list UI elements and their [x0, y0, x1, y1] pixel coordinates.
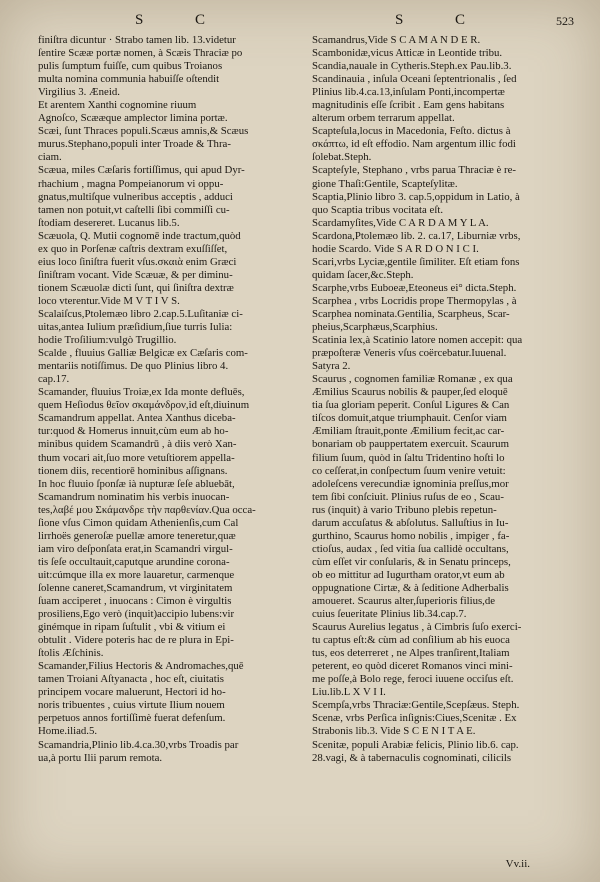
text-line: alterum orbem terrarum appellat.: [312, 112, 455, 125]
text-line: Strabonis lib.3. Vide S C E N I T A E.: [312, 725, 476, 738]
text-line: peterent, eo quòd diceret Romanos vinci mini-: [312, 660, 513, 673]
text-line: ctioſus, audax , ſed vitia ſua callidè occultans,: [312, 542, 509, 555]
text-line: Agnoſco, Scææque amplector limina portæ.: [38, 112, 228, 125]
left-column: [38, 34, 294, 854]
text-line: lirrhoës generoſæ puellæ amore teneretur,quæ: [38, 529, 236, 542]
text-line: Scari,vrbs Lyciæ,gentile ſimiliter. Eſt etiam fons: [312, 255, 520, 268]
text-line: Scandinauia , inſula Oceani ſeptentrionalis , ſed: [312, 73, 517, 86]
text-line: Scempſa,vrbs Thraciæ:Gentile,Scepſæus. Steph.: [312, 699, 520, 712]
text-line: quidam ſacer,&c.Steph.: [312, 268, 414, 281]
text-line: σκάπτω, id eſt effodio. Nam argentum illic fodi: [312, 138, 516, 151]
text-line: murus.Stephano,populi inter Troade & Thra-: [38, 138, 231, 151]
text-line: Home.iliad.5.: [38, 725, 98, 738]
header-right-letter-1: S: [395, 12, 406, 28]
text-line: pulis ſumptum fuiſſe, cum quibus Troianos: [38, 60, 223, 73]
text-line: Scarphe,vrbs Euboeæ,Eteoneus ei° dicta.Steph.: [312, 281, 517, 294]
text-line: gurthino, Scaurus homo nobilis , impiger , fa-: [312, 529, 510, 542]
text-line: Scamander,Filius Hectoris & Andromaches,quē: [38, 660, 244, 673]
header-left-letter-1: S: [135, 12, 146, 28]
text-line: Scapteſyle, Stephano , vrbs parua Thraciæ è re-: [312, 164, 516, 177]
text-line: tamen non potuit,vt caſtelli ſibi commiſſi cu-: [38, 203, 230, 216]
text-line: In hoc fluuio ſponſæ ià nupturæ ſeſe abluebāt,: [38, 477, 235, 490]
text-line: ua,à portu Ilii parum remota.: [38, 751, 163, 764]
text-line: Et arentem Xanthi cognomine riuum: [38, 99, 197, 112]
text-line: Scardamyſites,Vide C A R D A M Y L A.: [312, 216, 489, 229]
page-footer: [0, 858, 600, 874]
text-line: Scamandrum appellat. Antea Xanthus diceba-: [38, 412, 236, 425]
text-line: Scardona,Ptolemæo lib. 2. ca.17, Liburniæ vrbs,: [312, 229, 521, 242]
text-line: 28.vagi, & à tabernaculis cognominati, cilicils: [312, 751, 512, 764]
text-line: Scamander, fluuius Troiæ,ex Ida monte defluēs,: [38, 386, 245, 399]
text-line: filium ſuum, quòd in ſaltu Tridentino hoſti lo: [312, 451, 505, 464]
text-line: quo Scaptia tribus vocitata eſt.: [312, 203, 444, 216]
text-line: tamen Troiani Aſtyanacta , hoc eſt, ciuitatis: [38, 673, 224, 686]
text-line: ſiniſtram vocant. Vide Scæuæ, & per diminu-: [38, 268, 233, 281]
text-line: Scandia,nauale in Cytheris.Steph.ex Pau.lib.3.: [312, 60, 512, 73]
text-line: noris tribuentes , cuius virtute Ilium nouem: [38, 699, 225, 712]
text-line: co ceſſerat,in conſpectum ſuum venire vetuit:: [312, 464, 506, 477]
text-line: tionem diis, recentiorē hominibus aſſignans.: [38, 464, 228, 477]
text-line: loco vterentur.Vide M V T I V S.: [38, 294, 180, 307]
text-line: rhachium , magna Pompeianorum vi oppu-: [38, 177, 224, 190]
text-line: Scatinia lex,à Scatinio latore nomen accepit: qua: [312, 334, 523, 347]
text-line: adoleſcens verecundiæ ignominia preſſus,mor: [312, 477, 509, 490]
text-line: Scamandria,Plinio lib.4.ca.30,vrbs Troadis par: [38, 738, 239, 751]
text-line: Scarphea nominata.Gentilia, Scarpheus, Scar-: [312, 307, 510, 320]
text-line: pheius,Scarphæus,Scarphius.: [312, 321, 438, 334]
text-line: magnitudinis eſſe ſcribit . Eam gens habitans: [312, 99, 505, 112]
text-line: finiſtra dicuntur · Strabo tamen lib. 13.videtur: [38, 34, 236, 46]
text-line: multa nomina communia habuiſſe oſtendit: [38, 73, 220, 86]
text-line: quem Heſiodus θεῖον σκαμάνδρον,id eſt,diuinum: [38, 399, 250, 412]
text-line: tis ſeſe occultauit,caputque arundine corona-: [38, 555, 230, 568]
text-line: tia ſua gloriam peperit. Conſul Ligures & Can: [312, 399, 510, 412]
text-line: iam viro deſponſata erat,in Scamandri virgul-: [38, 542, 233, 555]
text-line: ciam.: [38, 151, 62, 164]
text-line: hodie Troſilium:vulgò Trugillio.: [38, 334, 177, 347]
text-line: tiſcos domuit,atque triumphauit. Cenſor viam: [312, 412, 507, 425]
text-line: cap.17.: [38, 373, 70, 386]
text-line: Scalaiſcus,Ptolemæo libro 2.cap.5.Luſitaniæ ci-: [38, 307, 243, 320]
text-line: darum accuſatus & abſolutus. Salluſtius in Iu-: [312, 516, 509, 529]
text-line: bonariam ob pauppertatem exercuit. Scaurum: [312, 438, 509, 451]
text-line: tur:quod & Homerus innuit,cùm eum ab ho-: [38, 425, 229, 438]
text-line: Scapteſula,locus in Macedonia, Feſto. dictus à: [312, 125, 511, 138]
text-line: Æmilius Scaurus nobilis & pauper,ſed eloquē: [312, 386, 508, 399]
right-column: [312, 34, 568, 854]
header-right-letter-2: C: [455, 12, 468, 28]
text-line: Scambonidæ,vicus Atticæ in Leontide tribu.: [312, 47, 503, 60]
text-line: Liu.lib.L X V I I.: [312, 686, 386, 699]
text-line: Virgilius 3. Æneid.: [38, 86, 120, 99]
text-line: Scaurus Aurelius legatus , à Cimbris ſuſo exerci-: [312, 621, 522, 634]
text-line: cuius ſeueritate Plinius lib.34.cap.7.: [312, 608, 467, 621]
text-line: Plinius lib.4.ca.13,inſulam Ponti,incompertæ: [312, 86, 505, 99]
text-line: minibus quidem Scamandrū , à diis verò Xan-: [38, 438, 237, 451]
text-line: Scalde , fluuius Galliæ Belgicæ ex Cæſaris com-: [38, 347, 248, 360]
text-line: uitas,antea Iulium præſidium,ſiue turris Iulia:: [38, 321, 233, 334]
text-line: Scæi, ſunt Thraces populi.Scæus amnis,& Scæus: [38, 125, 249, 138]
text-line: tus, eos deterreret , ne Alpes tranſirent,Italiam: [312, 647, 510, 660]
running-header: [0, 12, 600, 34]
text-line: principem vocare maluerunt, Hectori id ho-: [38, 686, 226, 699]
text-line: me poſſe,à Bolo rege, feroci iuuene occiſus eſt.: [312, 673, 514, 686]
text-line: præpoſteræ Veneris vſus coërcebatur.Iuuenal.: [312, 347, 507, 360]
text-line: ſolenne caneret,Scamandrum, vt virginitatem: [38, 581, 233, 594]
text-line: Scamandrum nominatim his verbis inuocan-: [38, 490, 230, 503]
text-line: Scarphea , vrbs Locridis prope Thermopylas , à: [312, 294, 517, 307]
page-number: 523: [556, 14, 574, 28]
text-line: ex quo in Porſenæ caſtris dextram exuſſiſſet,: [38, 242, 228, 255]
text-line: Scaurus , cognomen familiæ Romanæ , ex qua: [312, 373, 513, 386]
text-line: thum vocari ait,ſuo more vetuſtiorem appella-: [38, 451, 235, 464]
text-line: Scenitæ, populi Arabiæ felicis, Plinio lib.6. cap.: [312, 738, 519, 751]
text-line: ſuam acciperet , inuocans : Cimon è virgultis: [38, 595, 232, 608]
text-line: perpetuos annos fortiſſimè fuerat defenſum.: [38, 712, 226, 725]
text-line: mentariis notiſſimus. De quo Plinius libro 4.: [38, 360, 229, 373]
text-line: Scaptia,Plinio libro 3. cap.5,oppidum in Latio, à: [312, 190, 520, 203]
text-line: hodie Scardo. Vide S A R D O N I C I.: [312, 242, 479, 255]
text-line: Scæuola, Q. Mutii cognomē inde tractum,quòd: [38, 229, 241, 242]
text-line: tionem Scæuolæ dicti ſunt, qui ſiniſtra dextræ: [38, 281, 234, 294]
text-line: tem ſibi conſciuit. Plinius ruſus de eo , Scau-: [312, 490, 504, 503]
text-line: ſtodiam desereret. Lucanus lib.5.: [38, 216, 180, 229]
text-line: oppugnatione Cirtæ, & à ſeditione Adherbalis: [312, 581, 509, 594]
text-line: Satyra 2.: [312, 360, 351, 373]
text-line: ginémque in ripam ſuſtulit , vbi & vitium ei: [38, 621, 226, 634]
text-line: Scenæ, vrbs Perſica inſignis:Ciues,Scenitæ . Ex: [312, 712, 517, 725]
text-line: obtulit . Videre poteris hac de re plura in Epi-: [38, 634, 234, 647]
text-line: amoueret. Scaurus alter,ſuperioris filius,de: [312, 595, 496, 608]
text-line: rus (inquit) à vario Tribuno plebis repetun-: [312, 503, 497, 516]
text-line: ſentire Scææ portæ nomen, à Scæis Thraciæ po: [38, 47, 243, 60]
text-columns: [38, 34, 576, 854]
header-left-letter-2: C: [195, 12, 208, 28]
text-line: Scamandrus,Vide S C A M A N D E R.: [312, 34, 481, 46]
text-line: gnatus,multiſque vulneribus acceptis , adduci: [38, 190, 233, 203]
text-line: cùm eſſet vir conſularis, & in Senatu princeps,: [312, 555, 511, 568]
text-line: tu captus eſt:& cùm ad conſilium ab his euoca: [312, 634, 510, 647]
text-line: prosiliens,Ego verò (inquit)accipio lubens:vir: [38, 608, 235, 621]
text-line: tes,λαβέ μου Σκάμανδρε τὴν παρθενίαν.Qua occa-: [38, 503, 256, 516]
text-line: ob eo mittitur ad Iugurtham orator,vt eum ab: [312, 568, 505, 581]
catchword: Vv.ii.: [505, 858, 530, 870]
text-line: ſolebat.Steph.: [312, 151, 372, 164]
text-line: eius loco ſiniſtra fuerit vſus.σκαιὰ enim Græci: [38, 255, 237, 268]
text-line: ſtolis Æſchinis.: [38, 647, 104, 660]
text-line: gione Thaſi:Gentile, Scapteſylitæ.: [312, 177, 458, 190]
text-line: Æmiliam ſtrauit,ponte Æmilium fecit,ac car-: [312, 425, 505, 438]
text-line: Scæua, miles Cæſaris fortiſſimus, qui apud Dyr-: [38, 164, 245, 177]
text-line: uit:cúmque illa ex more lauaretur, carmenque: [38, 568, 235, 581]
text-line: ſione vſus Cimon quidam Athenienſis,cum Cal: [38, 516, 239, 529]
